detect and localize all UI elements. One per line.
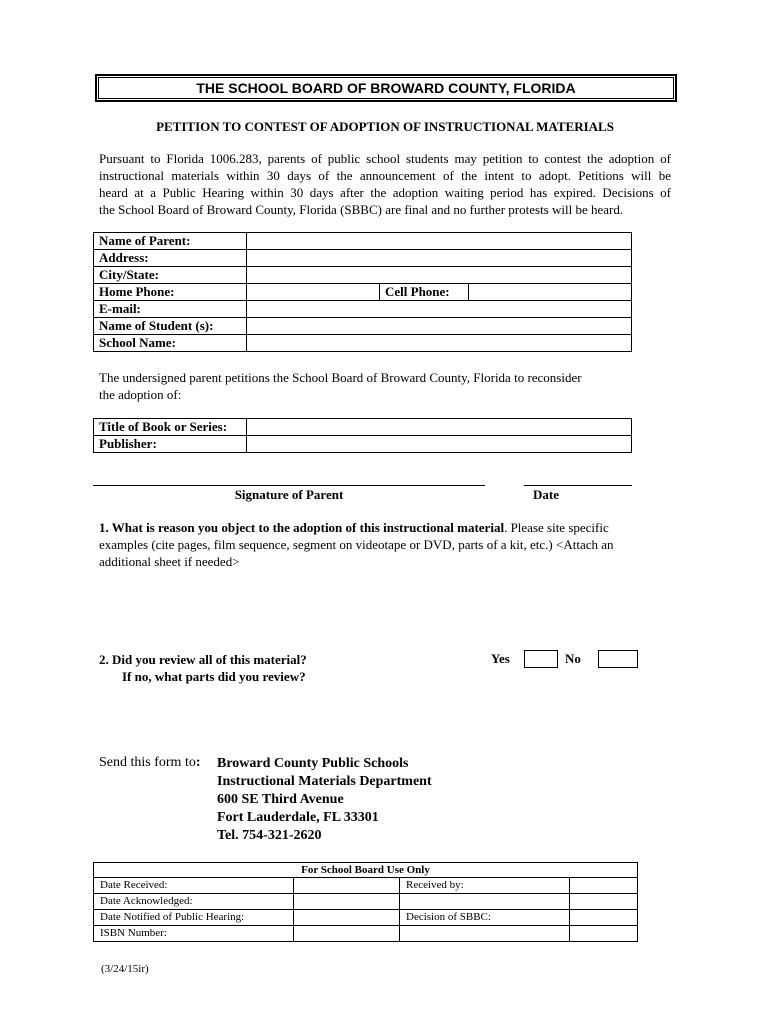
- student-name-label: Name of Student (s):: [94, 318, 247, 335]
- revision-code: (3/24/15ir): [101, 963, 149, 975]
- isbn-field[interactable]: [294, 926, 400, 942]
- material-table: [93, 418, 632, 453]
- question-1-line: additional sheet if needed>: [99, 554, 240, 569]
- date-received-field[interactable]: [294, 878, 400, 894]
- title-of-book-field[interactable]: [247, 419, 632, 436]
- publisher-field[interactable]: [247, 436, 632, 453]
- school-name-label: School Name:: [94, 335, 247, 352]
- yes-checkbox[interactable]: [524, 650, 558, 668]
- intro-line: the School Board of Broward County, Florida (SBBC) are final and no further protests will be heard.: [99, 202, 624, 217]
- intro-line: Pursuant to Florida 1006.283, parents of public school students may petition to contest the adoption of: [99, 151, 671, 166]
- address-line: Fort Lauderdale, FL 33301: [217, 810, 379, 825]
- question-1: [99, 519, 679, 570]
- date-line[interactable]: [524, 485, 632, 486]
- no-label: No: [565, 651, 581, 666]
- city-state-label: City/State:: [94, 267, 247, 284]
- date-notified-field[interactable]: [294, 910, 400, 926]
- email-label: E-mail:: [94, 301, 247, 318]
- publisher-label: Publisher:: [94, 436, 247, 453]
- address-line: Tel. 754-321-2620: [217, 828, 322, 843]
- address-field[interactable]: [247, 250, 632, 267]
- question-1-line: examples (cite pages, film sequence, segment on videotape or DVD, parts of a kit, etc.) <Attach an: [99, 537, 614, 552]
- blank-cell: [400, 926, 570, 942]
- parent-info-table: [93, 232, 632, 352]
- date-received-label: Date Received:: [94, 878, 294, 894]
- send-to-label: [99, 755, 201, 771]
- email-field[interactable]: [247, 301, 632, 318]
- header-title: THE SCHOOL BOARD OF BROWARD COUNTY, FLORIDA: [196, 80, 576, 96]
- date-notified-label: Date Notified of Public Hearing:: [94, 910, 294, 926]
- no-checkbox[interactable]: [598, 650, 638, 668]
- name-of-parent-field[interactable]: [247, 233, 632, 250]
- school-name-field[interactable]: [247, 335, 632, 352]
- signature-line[interactable]: [93, 485, 485, 486]
- home-phone-label: Home Phone:: [94, 284, 247, 301]
- send-to-address: [217, 755, 432, 845]
- decision-field[interactable]: [570, 910, 638, 926]
- blank-cell: [570, 894, 638, 910]
- name-of-parent-label: Name of Parent:: [94, 233, 247, 250]
- petition-paragraph: [99, 369, 582, 403]
- address-line: Instructional Materials Department: [217, 774, 432, 789]
- signature-label: Signature of Parent: [234, 487, 344, 502]
- date-label: Date: [533, 487, 559, 502]
- office-use-heading: For School Board Use Only: [94, 863, 638, 878]
- blank-cell: [400, 894, 570, 910]
- city-state-field[interactable]: [247, 267, 632, 284]
- question-2-text: 2. Did you review all of this material?: [99, 652, 307, 667]
- intro-line: heard at a Public Hearing within 30 days after the adoption waiting period has expired. Decisions of: [99, 185, 671, 200]
- office-use-table: [93, 862, 638, 942]
- yes-label: Yes: [491, 651, 510, 666]
- send-to-colon: :: [195, 755, 201, 770]
- form-title: PETITION TO CONTEST OF ADOPTION OF INSTRUCTIONAL MATERIALS: [156, 119, 614, 134]
- intro-paragraph: [99, 150, 671, 218]
- intro-line: instructional materials within 30 days of the announcement of the intent to adopt. Petitions will be: [99, 168, 671, 183]
- date-acknowledged-field[interactable]: [294, 894, 400, 910]
- address-label: Address:: [94, 250, 247, 267]
- decision-label: Decision of SBBC:: [400, 910, 570, 926]
- petition-line: the adoption of:: [99, 387, 182, 402]
- isbn-label: ISBN Number:: [94, 926, 294, 942]
- blank-cell: [570, 926, 638, 942]
- question-2-followup: If no, what parts did you review?: [122, 669, 306, 684]
- received-by-field[interactable]: [570, 878, 638, 894]
- question-2: [99, 651, 307, 685]
- date-acknowledged-label: Date Acknowledged:: [94, 894, 294, 910]
- petition-line: The undersigned parent petitions the School Board of Broward County, Florida to reconsider: [99, 370, 582, 385]
- address-line: 600 SE Third Avenue: [217, 792, 344, 807]
- address-line: Broward County Public Schools: [217, 756, 409, 771]
- header-box: [95, 74, 677, 102]
- student-name-field[interactable]: [247, 318, 632, 335]
- question-1-instruction: . Please site specific: [504, 520, 609, 535]
- send-to-text: Send this form to: [99, 755, 196, 770]
- home-phone-field[interactable]: [247, 284, 380, 301]
- title-of-book-label: Title of Book or Series:: [94, 419, 247, 436]
- received-by-label: Received by:: [400, 878, 570, 894]
- cell-phone-label: Cell Phone:: [380, 284, 469, 301]
- cell-phone-field[interactable]: [469, 284, 632, 301]
- question-1-text: 1. What is reason you object to the adoption of this instructional material: [99, 520, 505, 535]
